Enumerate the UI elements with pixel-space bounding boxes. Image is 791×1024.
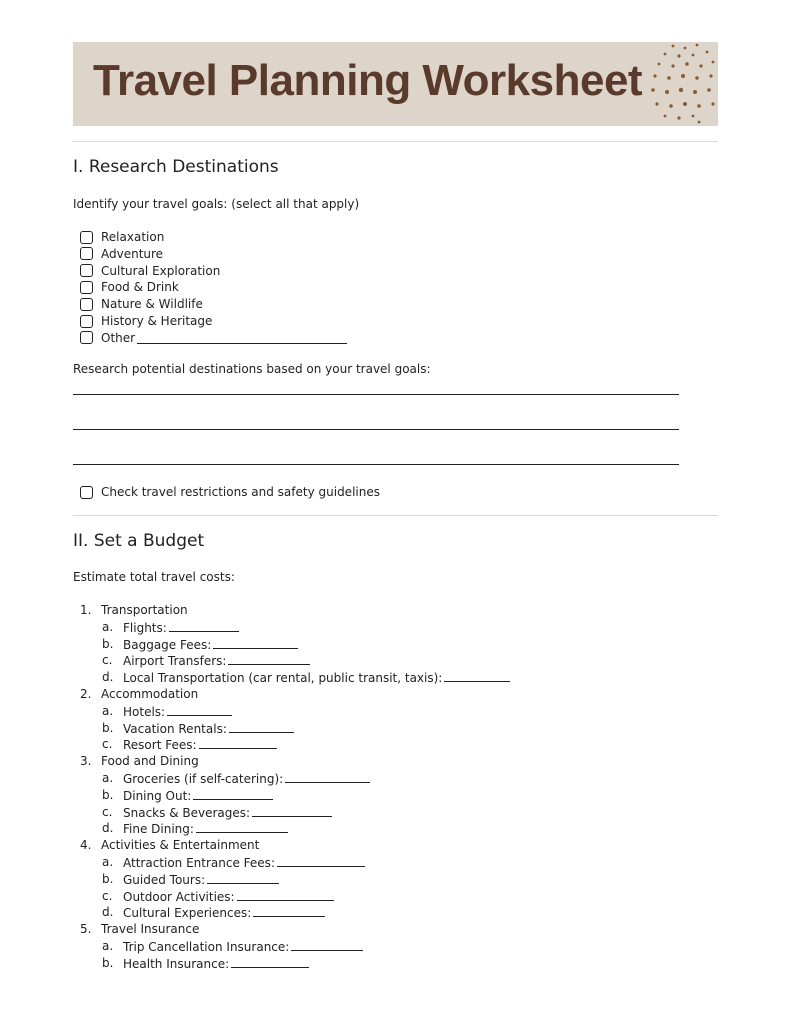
amount-blank[interactable]: [169, 620, 239, 632]
list-letter: b.: [102, 955, 114, 970]
goal-option[interactable]: [80, 246, 163, 262]
other-blank[interactable]: [137, 332, 347, 344]
section-title-research: I. Research Destinations: [73, 157, 279, 177]
budget-item-label: Health Insurance:: [123, 956, 230, 971]
amount-blank[interactable]: [229, 721, 294, 733]
checkbox[interactable]: [80, 247, 93, 260]
budget-item-label: Dining Out:: [123, 788, 192, 803]
budget-item-label: Guided Tours:: [123, 872, 206, 887]
amount-blank[interactable]: [231, 956, 309, 968]
goal-label: Cultural Exploration: [101, 263, 221, 278]
amount-blank[interactable]: [213, 637, 298, 649]
budget-category: Transportation: [101, 603, 188, 617]
header-banner: [73, 42, 718, 126]
amount-blank[interactable]: [253, 905, 325, 917]
list-number: 5.: [80, 922, 92, 937]
amount-blank[interactable]: [444, 670, 510, 682]
goal-label: Other: [101, 330, 136, 345]
list-number: 2.: [80, 687, 92, 701]
budget-item: [123, 872, 279, 887]
goal-option[interactable]: [80, 279, 179, 295]
goal-option[interactable]: [80, 330, 347, 346]
budget-item: [123, 737, 277, 752]
checkbox[interactable]: [80, 231, 93, 244]
amount-blank[interactable]: [167, 704, 232, 716]
research-prompt: Research potential destinations based on your travel goals:: [73, 362, 431, 376]
budget-item-label: Flights:: [123, 620, 167, 635]
list-letter: d.: [102, 905, 114, 920]
goal-label: History & Heritage: [101, 314, 213, 328]
page-title: Travel Planning Worksheet: [93, 56, 643, 105]
checkbox[interactable]: [80, 486, 93, 499]
divider: [73, 141, 718, 142]
list-letter: b.: [102, 636, 114, 651]
list-letter: d.: [102, 670, 114, 685]
checkbox[interactable]: [80, 331, 93, 344]
list-letter: c.: [102, 888, 113, 903]
budget-item-label: Airport Transfers:: [123, 654, 227, 669]
budget-category: Accommodation: [101, 687, 199, 701]
checkbox[interactable]: [80, 281, 93, 294]
budget-item-label: Outdoor Activities:: [123, 889, 235, 904]
section-title-budget: II. Set a Budget: [73, 531, 205, 551]
list-letter: c.: [102, 737, 113, 752]
budget-item-label: Resort Fees:: [123, 738, 197, 753]
budget-item: [123, 889, 334, 904]
list-letter: b.: [102, 720, 114, 735]
write-line[interactable]: [73, 464, 679, 465]
list-letter: c.: [102, 653, 113, 668]
list-number: 3.: [80, 754, 92, 769]
budget-item: [123, 956, 309, 971]
budget-item: [123, 637, 298, 652]
goal-label: Adventure: [101, 246, 164, 261]
budget-item-label: Baggage Fees:: [123, 637, 212, 652]
budget-category: Food and Dining: [101, 754, 199, 769]
checkbox-label: Check travel restrictions and safety guidelines: [101, 485, 380, 499]
divider: [73, 515, 718, 516]
amount-blank[interactable]: [193, 788, 273, 800]
list-letter: c.: [102, 804, 113, 819]
goal-label: Nature & Wildlife: [101, 297, 203, 312]
list-letter: a.: [102, 703, 114, 718]
budget-item: [123, 788, 273, 803]
list-letter: a.: [102, 619, 114, 634]
amount-blank[interactable]: [207, 872, 279, 884]
budget-item-label: Attraction Entrance Fees:: [123, 856, 275, 870]
budget-item: [123, 771, 370, 786]
goals-prompt: Identify your travel goals: (select all that apply): [73, 197, 360, 211]
checkbox[interactable]: [80, 298, 93, 311]
budget-item: [123, 805, 332, 820]
budget-category: Travel Insurance: [101, 922, 200, 937]
list-letter: b.: [102, 787, 114, 802]
budget-item-label: Cultural Experiences:: [123, 906, 252, 921]
budget-item: [123, 670, 510, 685]
amount-blank[interactable]: [277, 855, 365, 867]
goal-option[interactable]: [80, 296, 203, 312]
budget-item-label: Vacation Rentals:: [123, 721, 227, 736]
list-letter: a.: [102, 939, 114, 953]
goal-option[interactable]: [80, 263, 220, 279]
amount-blank[interactable]: [285, 771, 370, 783]
budget-item: [123, 821, 288, 836]
budget-item-label: Groceries (if self-catering):: [123, 772, 284, 786]
budget-item: [123, 620, 239, 635]
list-letter: a.: [102, 771, 114, 785]
budget-item: [123, 905, 325, 920]
goal-label: Food & Drink: [101, 280, 179, 295]
amount-blank[interactable]: [291, 939, 363, 951]
budget-item: [123, 855, 365, 870]
budget-item-label: Local Transportation (car rental, public transit, taxis):: [123, 671, 443, 686]
budget-item-label: Snacks & Beverages:: [123, 805, 251, 820]
budget-item-label: Trip Cancellation Insurance:: [123, 940, 290, 954]
budget-category: Activities & Entertainment: [101, 838, 260, 853]
budget-item-label: Hotels:: [123, 704, 166, 719]
amount-blank[interactable]: [196, 821, 288, 833]
list-letter: a.: [102, 855, 114, 869]
goal-option[interactable]: [80, 229, 164, 245]
amount-blank[interactable]: [252, 805, 332, 817]
amount-blank[interactable]: [237, 889, 334, 901]
restrictions-check-row[interactable]: [80, 484, 380, 500]
goal-option[interactable]: [80, 313, 212, 329]
write-line[interactable]: [73, 429, 679, 430]
list-number: 1.: [80, 603, 92, 617]
list-letter: b.: [102, 871, 114, 886]
checkbox[interactable]: [80, 315, 93, 328]
amount-blank[interactable]: [228, 653, 310, 665]
budget-item: [123, 653, 310, 668]
budget-prompt: Estimate total travel costs:: [73, 570, 235, 584]
budget-item: [123, 721, 294, 736]
budget-item: [123, 939, 363, 954]
list-number: 4.: [80, 838, 92, 853]
list-letter: d.: [102, 821, 114, 836]
amount-blank[interactable]: [199, 737, 277, 749]
goal-label: Relaxation: [101, 230, 165, 244]
checkbox[interactable]: [80, 264, 93, 277]
write-line[interactable]: [73, 394, 679, 395]
budget-item-label: Fine Dining:: [123, 822, 194, 837]
decorative-dots-icon: [573, 42, 718, 126]
budget-item: [123, 704, 232, 719]
